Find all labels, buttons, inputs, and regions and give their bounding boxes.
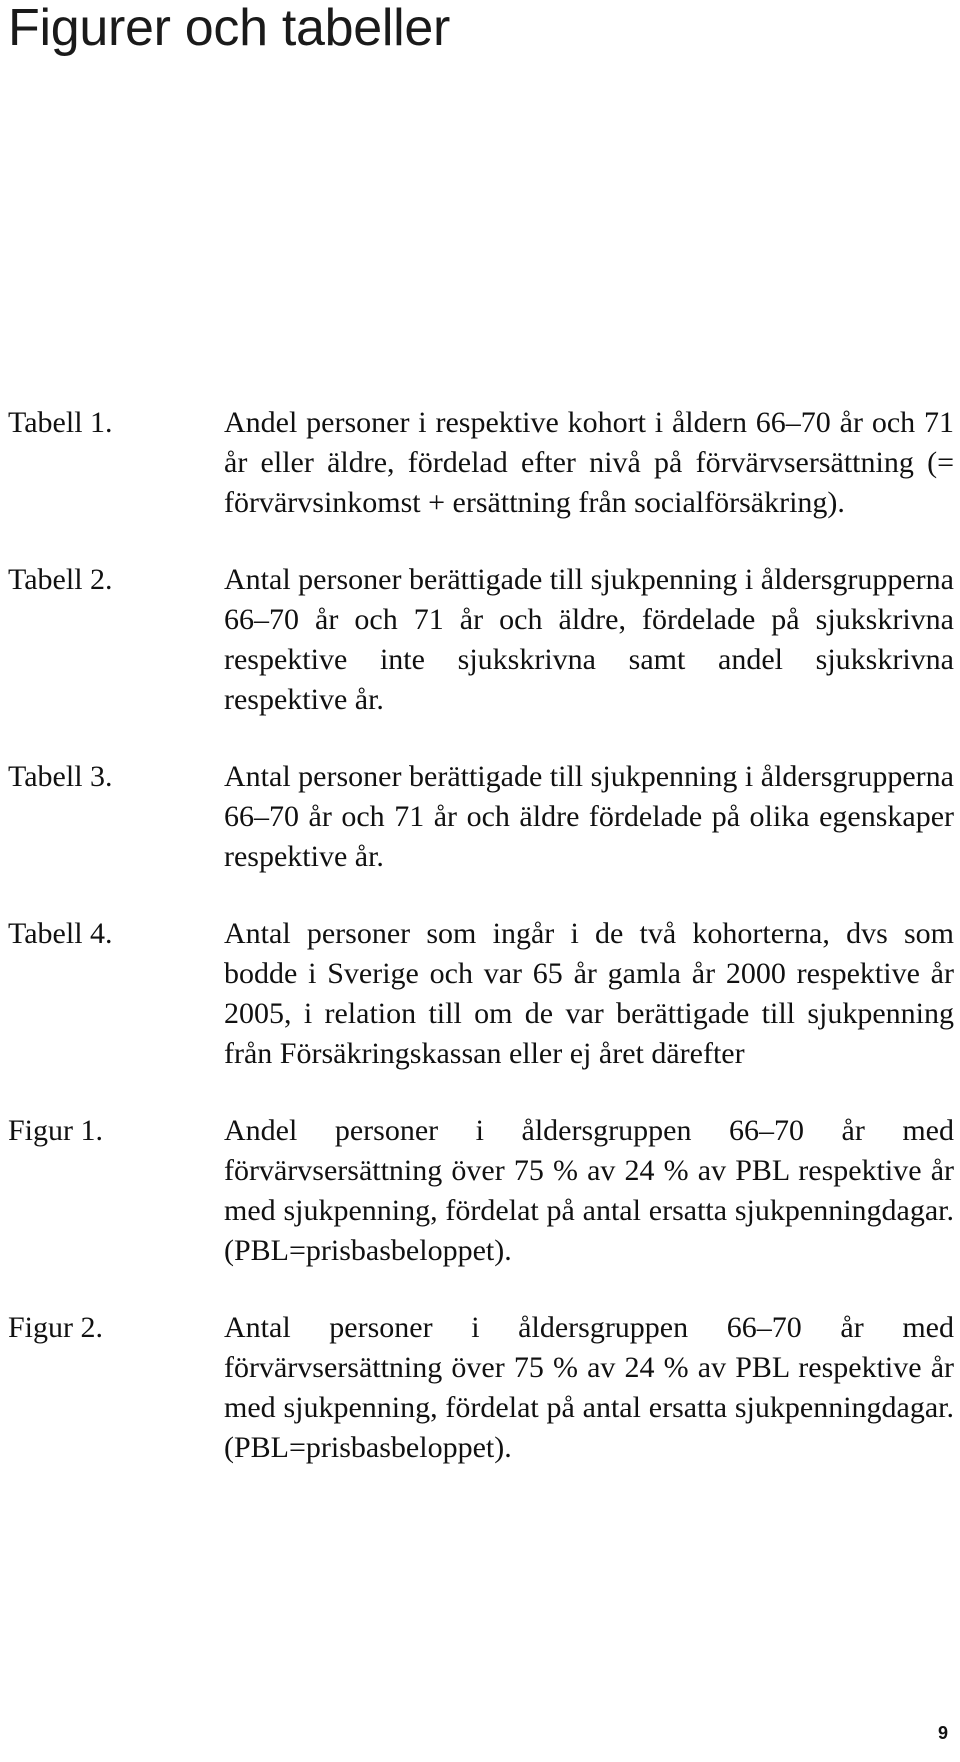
entry-caption: Andel personer i respektive kohort i åldern 66–70 år och 71 år eller äldre, fördelad efter nivå på förvärvsersättning (= förvärvsinkomst + ersättning från socialförsäkring).: [224, 406, 954, 519]
entry-caption: Antal personer berättigade till sjukpenning i åldersgrupperna 66–70 år och 71 år och äldre fördelade på olika egenskaper respektive år.: [224, 760, 954, 873]
list-of-figures-and-tables: [0, 403, 960, 1468]
entry-caption: Andel personer i åldersgruppen 66–70 år med förvärvsersättning över 75 % av 24 % av PBL respektive år med sjukpenning, fördelat på antal ersatta sjukpenningdagar. (PBL=prisbasbeloppet).: [224, 1114, 954, 1267]
entry-caption: Antal personer berättigade till sjukpenning i åldersgrupperna 66–70 år och 71 år och äldre, fördelade på sjukskrivna respektive inte sjukskrivna samt andel sjukskrivna respektive år.: [224, 563, 954, 716]
entry-label: Tabell 2.: [8, 563, 113, 596]
list-item-figur-2: [0, 1308, 960, 1468]
list-item-figur-1: [0, 1111, 960, 1271]
entry-label: Tabell 1.: [8, 406, 113, 439]
entry-caption: Antal personer i åldersgruppen 66–70 år med förvärvsersättning över 75 % av 24 % av PBL respektive år med sjukpenning, fördelat på antal ersatta sjukpenningdagar. (PBL=prisbasbeloppet).: [224, 1311, 954, 1464]
page-number: 9: [937, 1723, 948, 1743]
list-item-tabell-1: [0, 403, 960, 523]
page-title: Figurer och tabeller: [8, 0, 450, 57]
entry-label: Tabell 3.: [8, 760, 113, 793]
entry-label: Figur 2.: [8, 1311, 104, 1344]
entry-label: Figur 1.: [8, 1114, 104, 1147]
list-item-tabell-4: [0, 914, 960, 1074]
list-item-tabell-2: [0, 560, 960, 720]
list-item-tabell-3: [0, 757, 960, 877]
entry-label: Tabell 4.: [8, 917, 113, 950]
entry-caption: Antal personer som ingår i de två kohorterna, dvs som bodde i Sverige och var 65 år gamla år 2000 respektive år 2005, i relation till om de var berättigade till sjukpenning från Försäkringskassan eller ej året därefter: [224, 917, 954, 1070]
